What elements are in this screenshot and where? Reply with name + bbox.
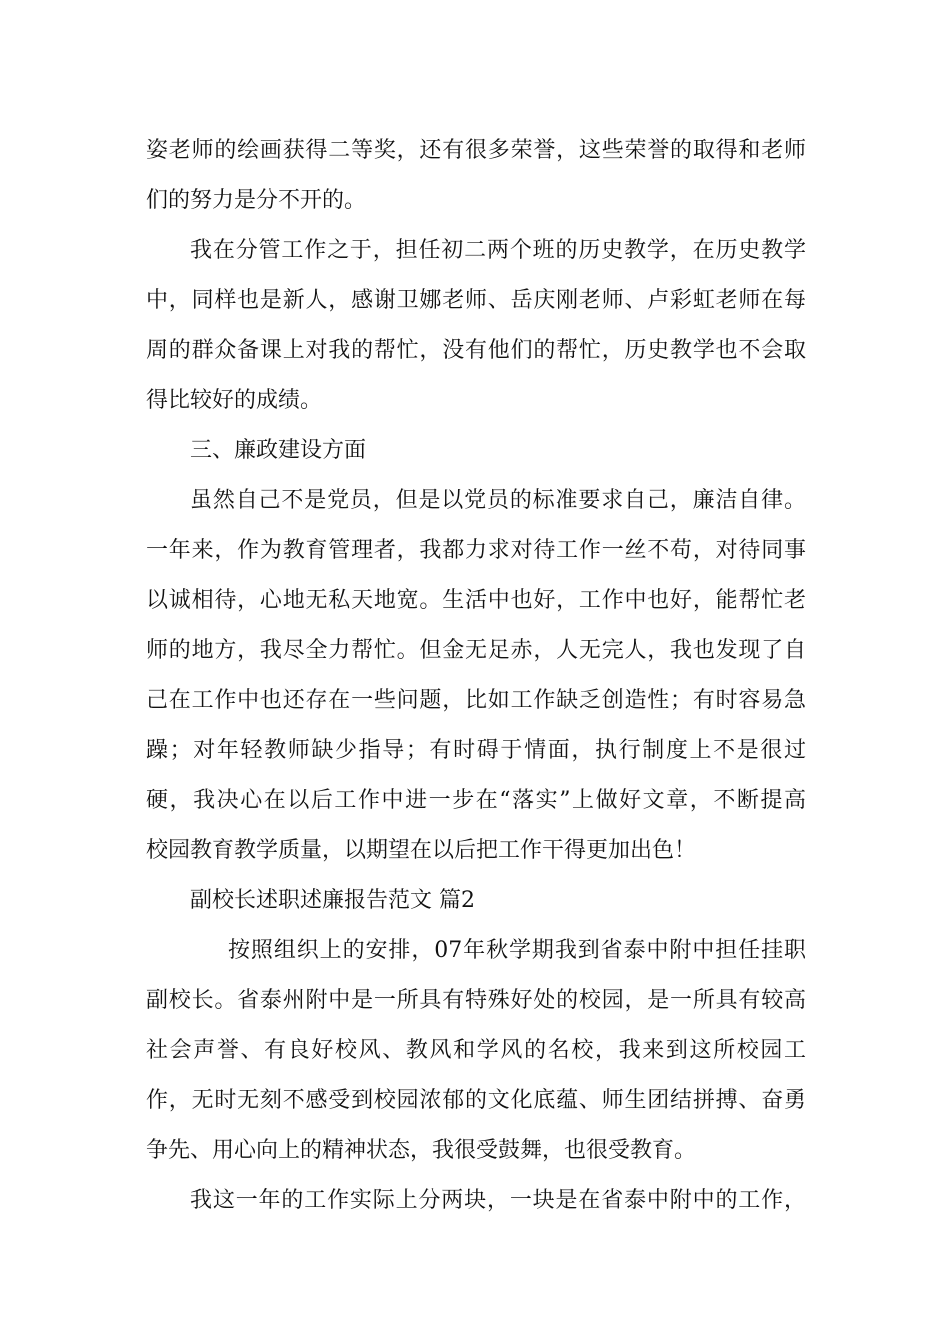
- paragraph-start-line: 虽然自己不是党员，但是以党员的标准要求自己，廉洁自律。: [190, 488, 806, 513]
- text-line: 们的努力是分不开的。: [146, 188, 367, 213]
- article-title: 副校长述职述廉报告范文 篇2: [190, 888, 475, 913]
- text-line: 一年来，作为教育管理者，我都力求对待工作一丝不苟，对待同事: [146, 538, 806, 563]
- text-line: 硬，我决心在以后工作中进一步在“落实”上做好文章，不断提高: [146, 788, 806, 813]
- text-line: 姿老师的绘画获得二等奖，还有很多荣誉，这些荣誉的取得和老师: [146, 138, 806, 163]
- text-line: 争先、用心向上的精神状态，我很受鼓舞，也很受教育。: [146, 1138, 697, 1163]
- text-line: 校园教育教学质量，以期望在以后把工作干得更加出色！: [146, 838, 697, 863]
- text-line: 师的地方，我尽全力帮忙。但金无足赤，人无完人，我也发现了自: [146, 638, 806, 663]
- paragraph-start-line: 我在分管工作之于，担任初二两个班的历史教学，在历史教学: [190, 238, 806, 263]
- paragraph-start-line: 按照组织上的安排，07年秋学期我到省泰中附中担任挂职: [228, 938, 806, 963]
- section-heading: 三、廉政建设方面: [190, 438, 367, 463]
- text-line: 以诚相待，心地无私天地宽。生活中也好，工作中也好，能帮忙老: [146, 588, 806, 613]
- text-line: 中，同样也是新人，感谢卫娜老师、岳庆刚老师、卢彩虹老师在每: [146, 288, 806, 313]
- text-line: 作，无时无刻不感受到校园浓郁的文化底蕴、师生团结拼搏、奋勇: [146, 1088, 806, 1113]
- text-line: 副校长。省泰州附中是一所具有特殊好处的校园，是一所具有较高: [146, 988, 806, 1013]
- text-line: 得比较好的成绩。: [146, 388, 323, 413]
- text-line: 己在工作中也还存在一些问题，比如工作缺乏创造性；有时容易急: [146, 688, 806, 713]
- text-line: 躁；对年轻教师缺少指导；有时碍于情面，执行制度上不是很过: [146, 738, 806, 763]
- paragraph-start-line: 我这一年的工作实际上分两块，一块是在省泰中附中的工作，: [190, 1188, 806, 1213]
- text-line: 周的群众备课上对我的帮忙，没有他们的帮忙，历史教学也不会取: [146, 338, 806, 363]
- text-line: 社会声誉、有良好校风、教风和学风的名校，我来到这所校园工: [146, 1038, 806, 1063]
